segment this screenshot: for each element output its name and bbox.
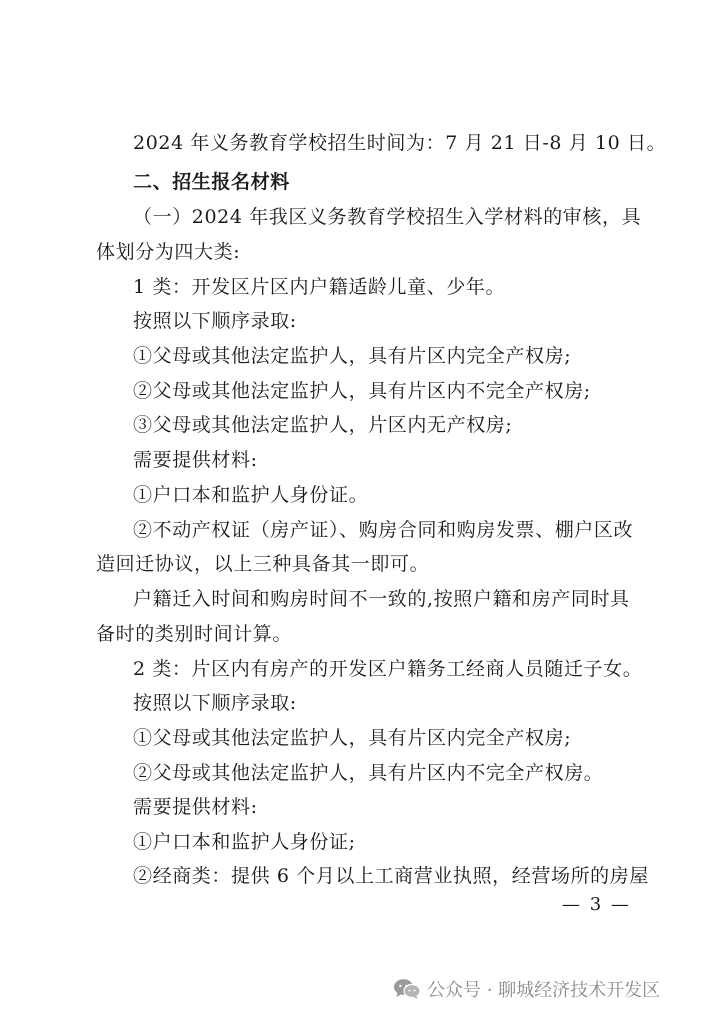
text-line: ②父母或其他法定监护人，具有片区内不完全产权房。: [133, 762, 604, 784]
text-line: 需要提供材料:: [133, 449, 258, 471]
text-line: ①户口本和监护人身份证。: [133, 484, 369, 506]
page-number: — 3 —: [562, 894, 631, 915]
text-line: 按照以下顺序录取:: [133, 692, 297, 714]
source-watermark: [393, 976, 660, 1002]
watermark-text: 公众号 · 聊城经济技术开发区: [427, 980, 661, 1001]
text-line: 需要提供材料:: [133, 796, 258, 818]
text-line: ①父母或其他法定监护人，具有片区内完全产权房;: [133, 345, 572, 367]
text-line: ①户口本和监护人身份证;: [133, 831, 356, 853]
text-line: （一）2024 年我区义务教育学校招生入学材料的审核，具: [133, 206, 642, 228]
text-line: 1 类：开发区片区内户籍适龄儿童、少年。: [133, 276, 506, 298]
section-heading: 二、招生报名材料: [133, 171, 290, 193]
text-line: ①父母或其他法定监护人，具有片区内完全产权房;: [133, 727, 572, 749]
text-line: 2 类：片区内有房产的开发区户籍务工经商人员随迁子女。: [133, 658, 643, 680]
text-line: ②不动产权证（房产证）、购房合同和购房发票、棚户区改: [133, 519, 634, 541]
wechat-official-account-icon: [393, 978, 421, 1000]
text-line: 户籍迁入时间和购房时间不一致的,按照户籍和房产同时具: [133, 588, 630, 610]
text-line: ②父母或其他法定监护人，具有片区内不完全产权房;: [133, 380, 591, 402]
text-line: 体划分为四大类:: [96, 241, 241, 263]
text-line: 备时的类别时间计算。: [96, 623, 293, 645]
text-line: 2024 年义务教育学校招生时间为：7 月 21 日-8 月 10 日。: [133, 132, 667, 154]
text-line: ②经商类：提供 6 个月以上工商营业执照，经营场所的房屋: [133, 865, 649, 887]
text-line: ③父母或其他法定监护人，片区内无产权房;: [133, 414, 513, 436]
text-line: 按照以下顺序录取:: [133, 310, 297, 332]
text-line: 造回迁协议，以上三种具备其一即可。: [96, 553, 430, 575]
